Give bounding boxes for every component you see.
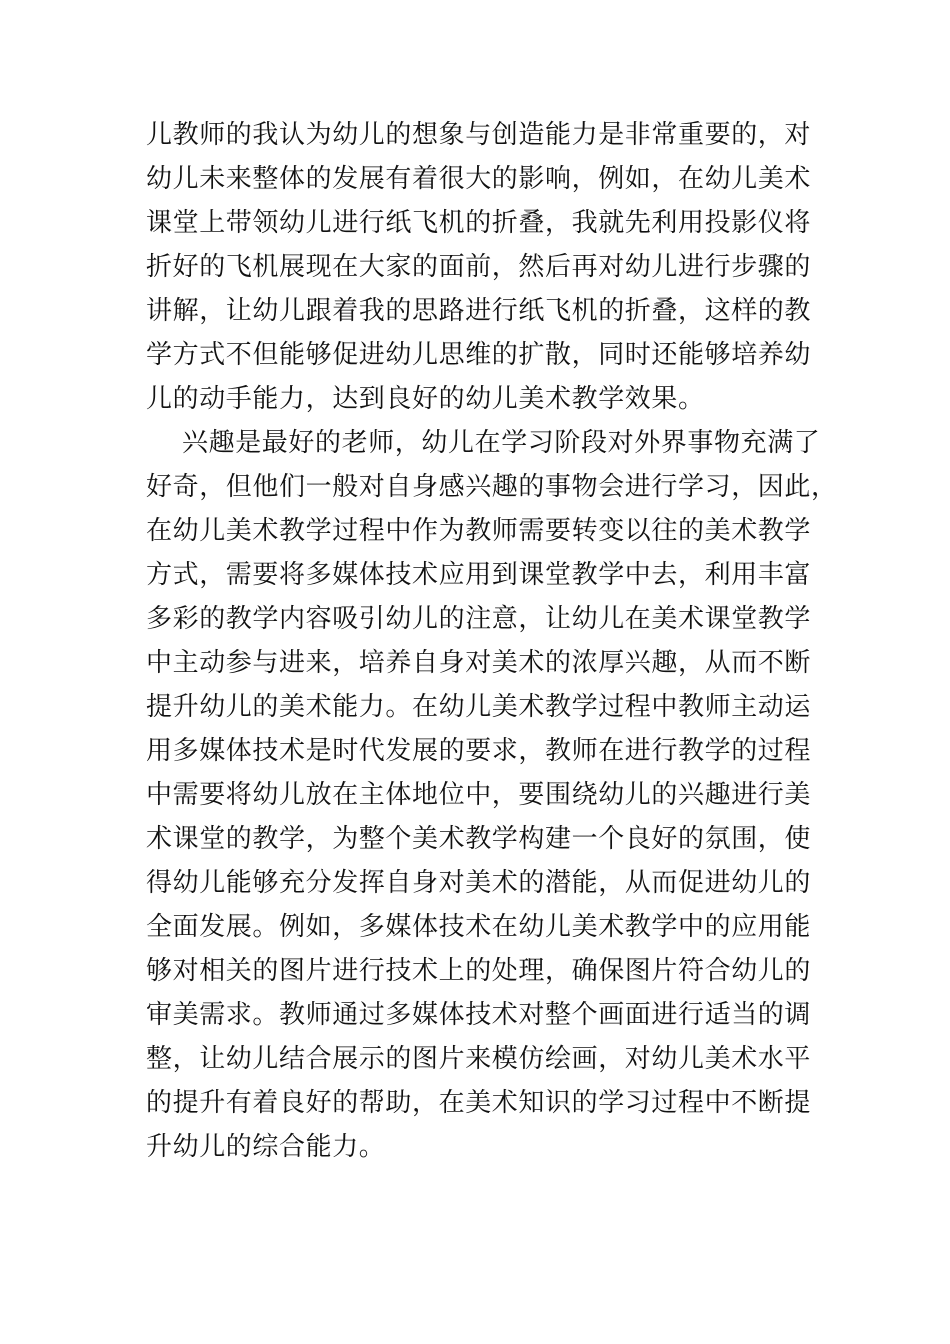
body-text xyxy=(146,113,838,1169)
text-line: 全面发展。例如，多媒体技术在幼儿美术教学中的应用能 xyxy=(146,912,812,942)
text-line: 整，让幼儿结合展示的图片来模仿绘画，对幼儿美术水平 xyxy=(146,1044,812,1074)
paragraph-interest xyxy=(146,421,838,1169)
text-line: 在幼儿美术教学过程中作为教师需要转变以往的美术教学 xyxy=(146,516,812,546)
text-line: 审美需求。教师通过多媒体技术对整个画面进行适当的调 xyxy=(146,1000,812,1030)
text-line: 折好的飞机展现在大家的面前，然后再对幼儿进行步骤的 xyxy=(146,252,812,282)
text-line: 够对相关的图片进行技术上的处理，确保图片符合幼儿的 xyxy=(146,956,812,986)
text-line: 中需要将幼儿放在主体地位中，要围绕幼儿的兴趣进行美 xyxy=(146,780,812,810)
text-line: 好奇，但他们一般对自身感兴趣的事物会进行学习，因此， xyxy=(146,472,838,502)
paragraph-continuation xyxy=(146,113,812,421)
text-line: 用多媒体技术是时代发展的要求，教师在进行教学的过程 xyxy=(146,736,812,766)
text-line: 兴趣是最好的老师，幼儿在学习阶段对外界事物充满了 xyxy=(182,428,821,458)
text-line: 得幼儿能够充分发挥自身对美术的潜能，从而促进幼儿的 xyxy=(146,868,812,898)
text-line: 幼儿未来整体的发展有着很大的影响，例如，在幼儿美术 xyxy=(146,164,812,194)
text-line: 学方式不但能够促进幼儿思维的扩散，同时还能够培养幼 xyxy=(146,340,812,370)
text-line: 多彩的教学内容吸引幼儿的注意，让幼儿在美术课堂教学 xyxy=(146,604,812,634)
text-line: 术课堂的教学，为整个美术教学构建一个良好的氛围，使 xyxy=(146,824,812,854)
text-line: 课堂上带领幼儿进行纸飞机的折叠，我就先利用投影仪将 xyxy=(146,208,812,238)
text-line: 的提升有着良好的帮助，在美术知识的学习过程中不断提 xyxy=(146,1088,812,1118)
text-line: 方式，需要将多媒体技术应用到课堂教学中去，利用丰富 xyxy=(146,560,812,590)
text-line: 儿教师的我认为幼儿的想象与创造能力是非常重要的，对 xyxy=(146,120,812,150)
text-line: 中主动参与进来，培养自身对美术的浓厚兴趣，从而不断 xyxy=(146,648,812,678)
text-line: 提升幼儿的美术能力。在幼儿美术教学过程中教师主动运 xyxy=(146,692,812,722)
text-line: 升幼儿的综合能力。 xyxy=(146,1132,386,1162)
text-line: 讲解，让幼儿跟着我的思路进行纸飞机的折叠，这样的教 xyxy=(146,296,812,326)
text-line: 儿的动手能力，达到良好的幼儿美术教学效果。 xyxy=(146,384,705,414)
